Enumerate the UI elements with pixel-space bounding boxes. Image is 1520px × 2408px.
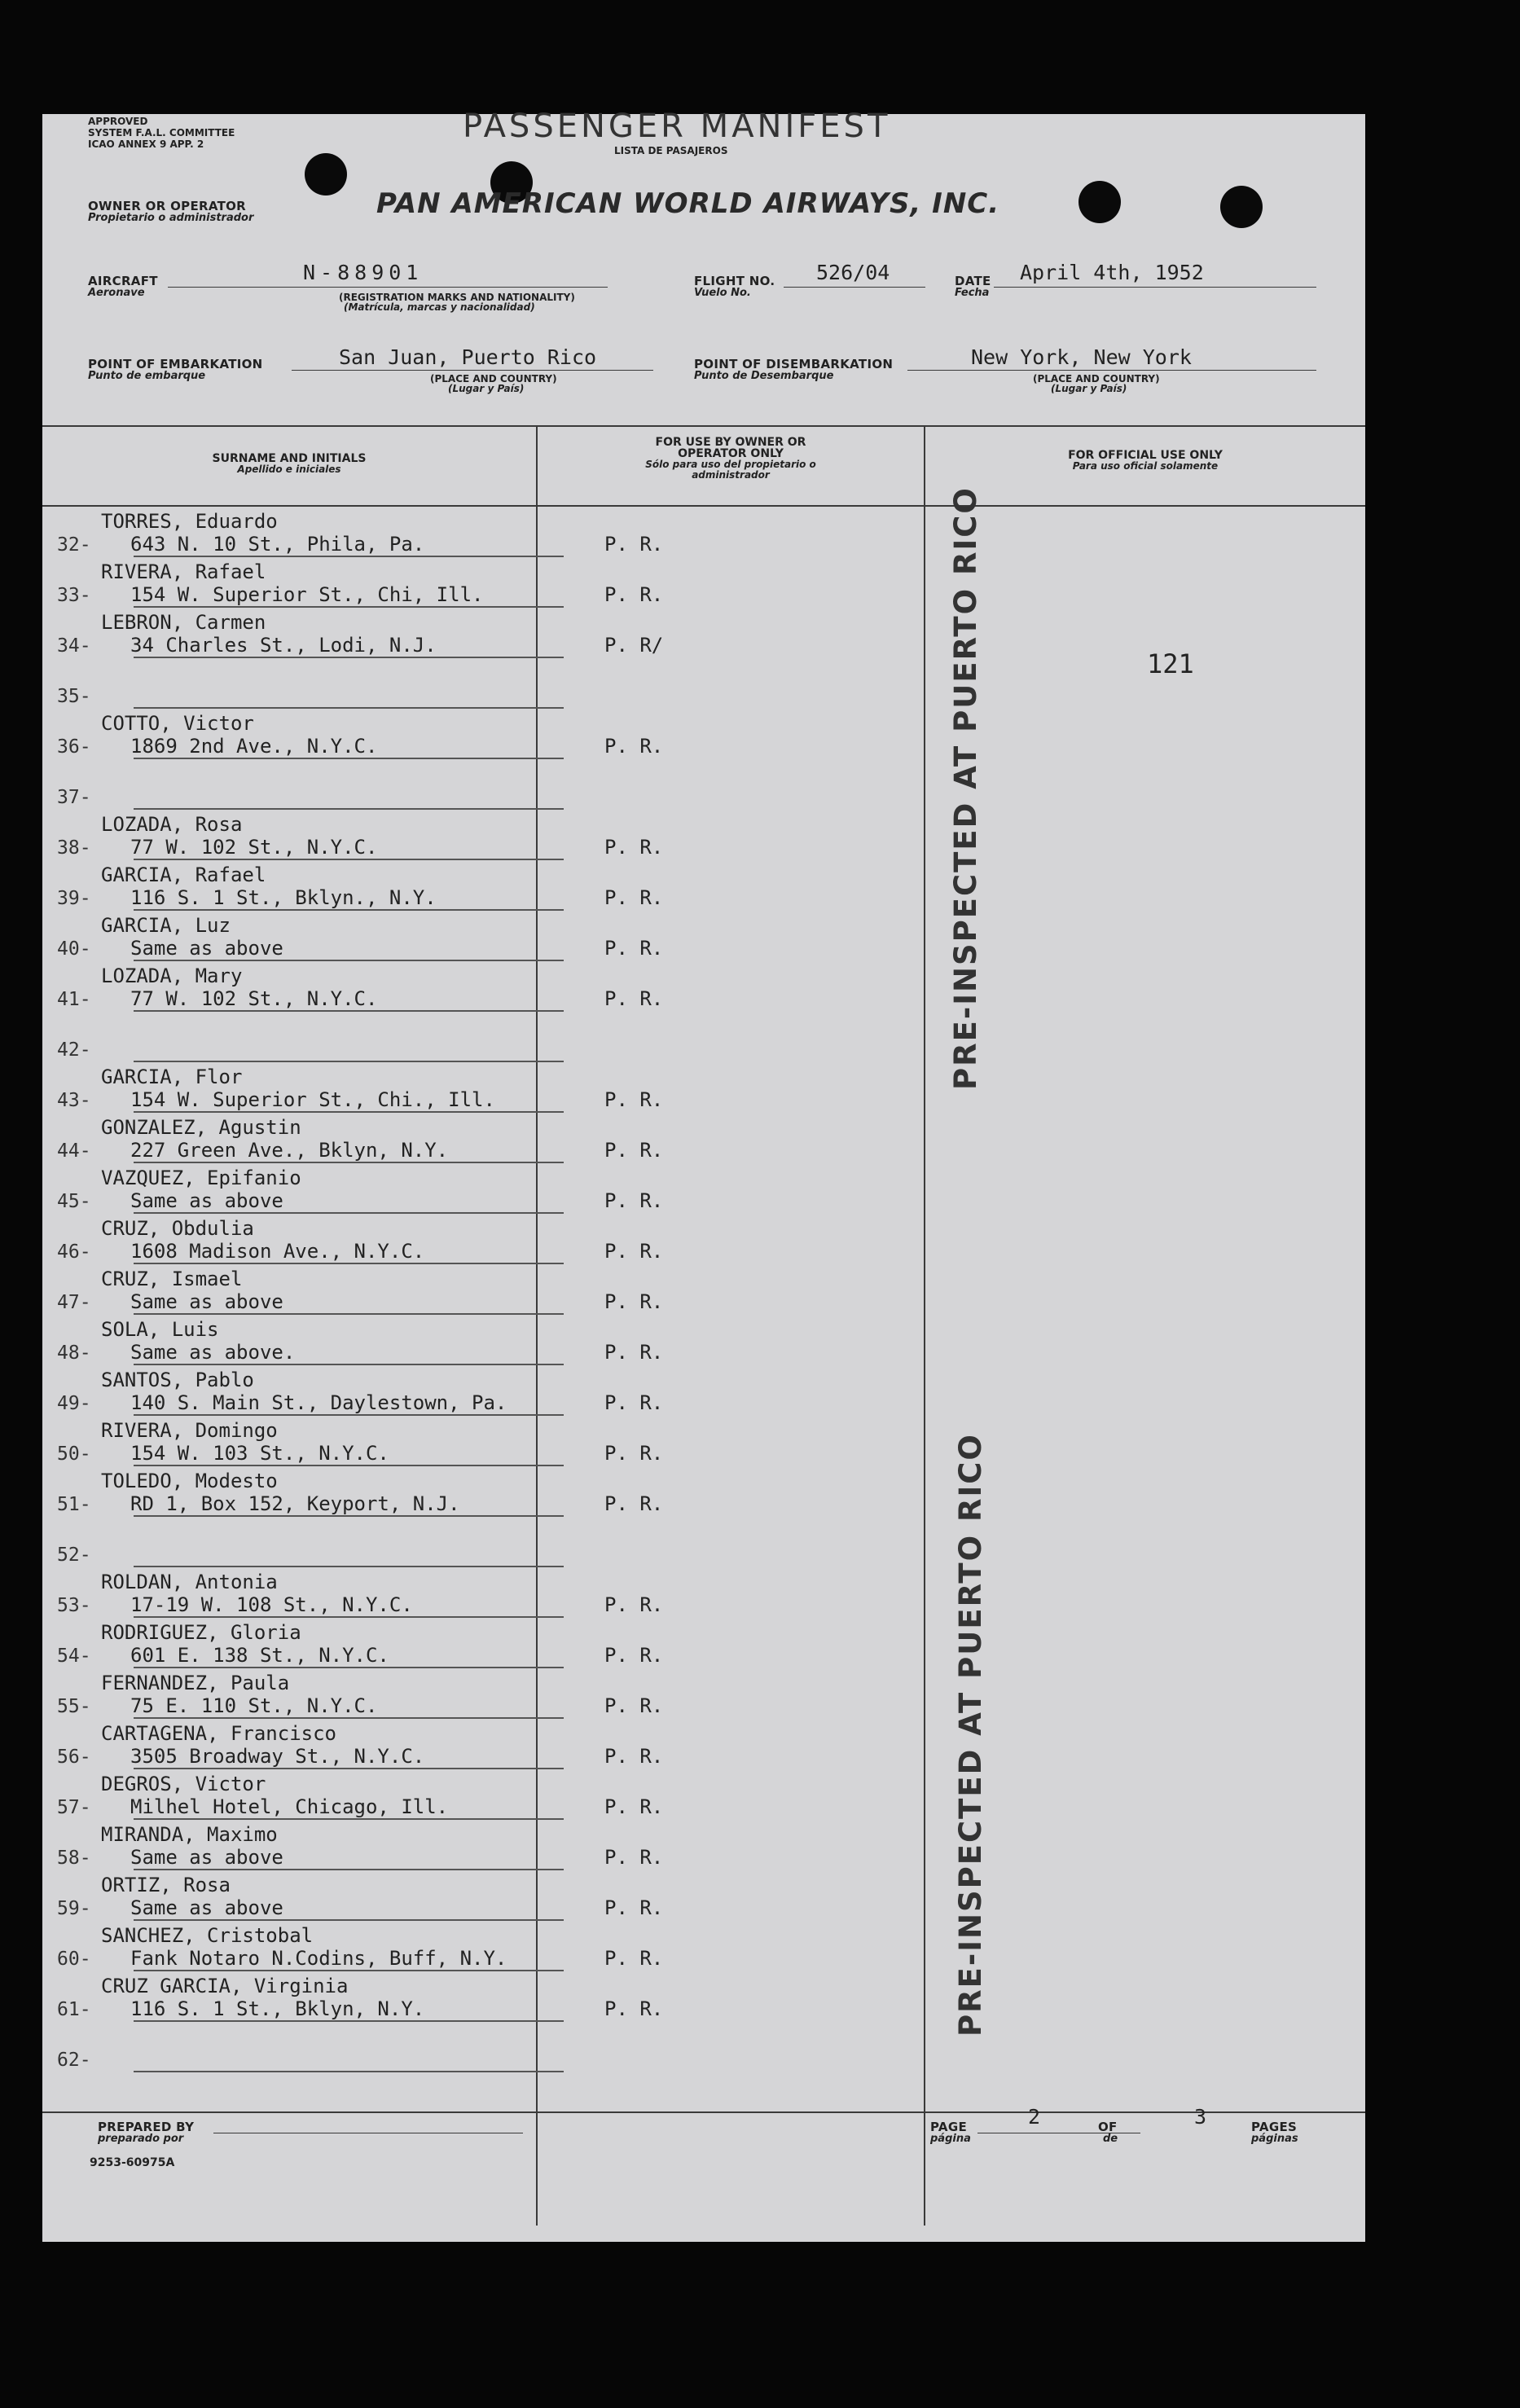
passenger-name: ORTIZ, Rosa xyxy=(101,1874,231,1896)
passenger-address: 77 W. 102 St., N.Y.C. xyxy=(130,987,378,1010)
page-label: PAGE xyxy=(930,2120,967,2134)
flight-label-es: Vuelo No. xyxy=(694,287,751,299)
column-header-surname xyxy=(42,453,536,475)
table-row xyxy=(42,1163,924,1214)
operator-mark: P. R. xyxy=(604,886,664,909)
operator-mark: P. R. xyxy=(604,1442,664,1465)
row-number: 44- xyxy=(57,1140,91,1162)
embark-label-es: Punto de embarque xyxy=(88,370,206,382)
operator-mark: P. R. xyxy=(604,1240,664,1263)
disembark-place-note-es: (Lugar y País) xyxy=(1051,383,1127,394)
passenger-address: 601 E. 138 St., N.Y.C. xyxy=(130,1644,389,1667)
row-number: 48- xyxy=(57,1342,91,1364)
passenger-name: GARCIA, Luz xyxy=(101,914,231,937)
approval-block xyxy=(88,116,235,150)
table-row xyxy=(42,1769,924,1820)
date-label: DATE xyxy=(955,274,991,288)
manifest-title: PASSENGER MANIFEST xyxy=(463,108,891,145)
table-row xyxy=(42,961,924,1012)
col3-label: FOR OFFICIAL USE ONLY xyxy=(1068,449,1223,462)
manifest-title-es: LISTA DE PASAJEROS xyxy=(614,145,728,156)
table-row xyxy=(42,1264,924,1315)
prepared-by-label-es: preparado por xyxy=(98,2133,184,2145)
table-bottom-rule xyxy=(42,2111,1365,2113)
aircraft-underline xyxy=(168,287,608,288)
page-label-es: página xyxy=(930,2133,971,2145)
row-number: 55- xyxy=(57,1696,91,1717)
passenger-address: 154 W. 103 St., N.Y.C. xyxy=(130,1442,389,1465)
table-row xyxy=(42,1466,924,1517)
passenger-address: 116 S. 1 St., Bklyn, N.Y. xyxy=(130,1997,425,2020)
table-row xyxy=(42,1113,924,1163)
passenger-address: Same as above. xyxy=(130,1341,296,1364)
passenger-address: 77 W. 102 St., N.Y.C. xyxy=(130,836,378,859)
passenger-name: COTTO, Victor xyxy=(101,712,254,735)
col2-label: FOR USE BY OWNER OR OPERATOR ONLY xyxy=(655,436,806,460)
date-label-es: Fecha xyxy=(955,287,990,299)
passenger-address: 1608 Madison Ave., N.Y.C. xyxy=(130,1240,425,1263)
passenger-name: TORRES, Eduardo xyxy=(101,510,278,533)
row-number: 38- xyxy=(57,837,91,859)
passenger-address: 643 N. 10 St., Phila, Pa. xyxy=(130,533,425,556)
operator-mark: P. R. xyxy=(604,735,664,758)
punch-hole-right-1 xyxy=(1078,181,1121,223)
aircraft-label: AIRCRAFT xyxy=(88,274,158,288)
row-number: 43- xyxy=(57,1090,91,1111)
preinspection-stamp-1: PRE-INSPECTED AT PUERTO RICO xyxy=(948,486,983,1090)
passenger-name: SANCHEZ, Cristobal xyxy=(101,1924,314,1947)
pages-label-es: páginas xyxy=(1251,2133,1298,2145)
operator-mark: P. R. xyxy=(604,1997,664,2020)
row-rule xyxy=(134,2071,564,2072)
column-header-operator xyxy=(538,437,924,481)
airline-name: PAN AMERICAN WORLD AIRWAYS, INC. xyxy=(376,187,1000,220)
passenger-name: CRUZ, Ismael xyxy=(101,1268,243,1290)
operator-mark: P. R. xyxy=(604,1189,664,1212)
passenger-address: 140 S. Main St., Daylestown, Pa. xyxy=(130,1391,507,1414)
operator-mark: P. R. xyxy=(604,533,664,556)
passenger-name: RODRIGUEZ, Gloria xyxy=(101,1621,301,1644)
row-number: 57- xyxy=(57,1797,91,1818)
row-number: 33- xyxy=(57,585,91,606)
passenger-name: LOZADA, Rosa xyxy=(101,813,243,836)
manifest-sheet xyxy=(42,108,1365,2242)
disembark-label-es: Punto de Desembarque xyxy=(694,370,834,382)
operator-mark: P. R. xyxy=(604,1947,664,1970)
table-row xyxy=(42,1820,924,1870)
operator-mark: P. R. xyxy=(604,987,664,1010)
passenger-name: SANTOS, Pablo xyxy=(101,1369,254,1391)
row-number: 41- xyxy=(57,989,91,1010)
operator-mark: P. R. xyxy=(604,1492,664,1515)
row-number: 54- xyxy=(57,1646,91,1667)
operator-mark: P. R. xyxy=(604,1644,664,1667)
table-row xyxy=(42,1870,924,1921)
passenger-address: 227 Green Ave., Bklyn, N.Y. xyxy=(130,1139,449,1162)
passenger-address: RD 1, Box 152, Keyport, N.J. xyxy=(130,1492,460,1515)
operator-mark: P. R. xyxy=(604,583,664,606)
operator-mark: P. R/ xyxy=(604,634,664,657)
registration-note: (REGISTRATION MARKS AND NATIONALITY) xyxy=(339,292,575,303)
approval-line-2: SYSTEM F.A.L. COMMITTEE xyxy=(88,127,235,138)
row-number: 53- xyxy=(57,1595,91,1616)
table-row xyxy=(42,1567,924,1618)
table-row xyxy=(42,1012,924,1062)
table-row xyxy=(42,1214,924,1264)
row-number: 39- xyxy=(57,888,91,909)
flight-underline xyxy=(784,287,925,288)
owner-label-es: Propietario o administrador xyxy=(88,212,254,224)
operator-mark: P. R. xyxy=(604,1341,664,1364)
aircraft-value: N-88901 xyxy=(303,261,424,284)
disembark-underline xyxy=(907,370,1316,371)
passenger-name: GARCIA, Flor xyxy=(101,1066,243,1088)
table-row xyxy=(42,810,924,860)
owner-label: OWNER OR OPERATOR xyxy=(88,199,247,213)
operator-mark: P. R. xyxy=(604,1795,664,1818)
passenger-name: GONZALEZ, Agustin xyxy=(101,1116,301,1139)
operator-mark: P. R. xyxy=(604,1139,664,1162)
table-row xyxy=(42,1315,924,1365)
passenger-name: RIVERA, Domingo xyxy=(101,1419,278,1442)
row-number: 62- xyxy=(57,2050,91,2071)
table-row xyxy=(42,1668,924,1719)
table-row xyxy=(42,1416,924,1466)
passenger-address: 75 E. 110 St., N.Y.C. xyxy=(130,1694,378,1717)
row-number: 52- xyxy=(57,1545,91,1566)
table-row xyxy=(42,759,924,810)
approval-line-3: ICAO ANNEX 9 APP. 2 xyxy=(88,138,204,150)
col1-label-es: Apellido e iniciales xyxy=(237,464,341,475)
passenger-name: VAZQUEZ, Epifanio xyxy=(101,1167,301,1189)
table-row xyxy=(42,507,924,557)
passenger-name: RIVERA, Rafael xyxy=(101,560,266,583)
table-row xyxy=(42,860,924,911)
row-number: 37- xyxy=(57,787,91,808)
passenger-name: SOLA, Luis xyxy=(101,1318,219,1341)
table-row xyxy=(42,2022,924,2072)
column-divider-2 xyxy=(924,425,925,2226)
column-header-official xyxy=(925,450,1365,472)
operator-mark: P. R. xyxy=(604,836,664,859)
operator-mark: P. R. xyxy=(604,1290,664,1313)
row-number: 45- xyxy=(57,1191,91,1212)
row-number: 60- xyxy=(57,1949,91,1970)
preinspection-stamp-2: PRE-INSPECTED AT PUERTO RICO xyxy=(953,1433,988,2037)
disembark-place-note: (PLACE AND COUNTRY) xyxy=(1033,373,1160,384)
passenger-address: 116 S. 1 St., Bklyn., N.Y. xyxy=(130,886,437,909)
operator-mark: P. R. xyxy=(604,1088,664,1111)
punch-hole-right-2 xyxy=(1220,186,1263,228)
operator-mark: P. R. xyxy=(604,1694,664,1717)
punch-hole-left-1 xyxy=(305,153,347,196)
passenger-address: 1869 2nd Ave., N.Y.C. xyxy=(130,735,378,758)
disembark-label: POINT OF DISEMBARKATION xyxy=(694,357,894,371)
row-number: 61- xyxy=(57,1999,91,2020)
passenger-address: Fank Notaro N.Codins, Buff, N.Y. xyxy=(130,1947,507,1970)
table-row xyxy=(42,911,924,961)
col3-label-es: Para uso oficial solamente xyxy=(1072,460,1219,472)
embark-value: San Juan, Puerto Rico xyxy=(339,345,597,369)
date-value: April 4th, 1952 xyxy=(1020,261,1204,284)
passenger-address: Milhel Hotel, Chicago, Ill. xyxy=(130,1795,449,1818)
table-row xyxy=(42,1971,924,2022)
embark-place-note-es: (Lugar y País) xyxy=(448,383,525,394)
row-number: 58- xyxy=(57,1848,91,1869)
of-label: OF xyxy=(1098,2120,1118,2134)
table-row xyxy=(42,709,924,759)
passenger-address: Same as above xyxy=(130,937,283,960)
passenger-name: TOLEDO, Modesto xyxy=(101,1470,278,1492)
row-number: 42- xyxy=(57,1039,91,1061)
row-number: 35- xyxy=(57,686,91,707)
passenger-address: 3505 Broadway St., N.Y.C. xyxy=(130,1745,425,1768)
operator-mark: P. R. xyxy=(604,1846,664,1869)
passenger-name: LEBRON, Carmen xyxy=(101,611,266,634)
table-row xyxy=(42,1062,924,1113)
operator-mark: P. R. xyxy=(604,1593,664,1616)
form-number: 9253-60975A xyxy=(90,2156,175,2169)
official-number: 121 xyxy=(1147,648,1194,679)
passenger-address: 154 W. Superior St., Chi, Ill. xyxy=(130,583,484,606)
passenger-name: CRUZ GARCIA, Virginia xyxy=(101,1975,349,1997)
embark-label: POINT OF EMBARKATION xyxy=(88,357,263,371)
passenger-address: 17-19 W. 108 St., N.Y.C. xyxy=(130,1593,413,1616)
passenger-address: 34 Charles St., Lodi, N.J. xyxy=(130,634,437,657)
operator-mark: P. R. xyxy=(604,937,664,960)
disembark-value: New York, New York xyxy=(971,345,1192,369)
embark-underline xyxy=(292,370,653,371)
passenger-name: GARCIA, Rafael xyxy=(101,863,266,886)
passenger-name: ROLDAN, Antonia xyxy=(101,1571,278,1593)
of-label-es: de xyxy=(1103,2133,1118,2145)
flight-value: 526/04 xyxy=(816,261,890,284)
passenger-name: FERNANDEZ, Paula xyxy=(101,1672,290,1694)
operator-mark: P. R. xyxy=(604,1896,664,1919)
passenger-address: Same as above xyxy=(130,1290,283,1313)
col2-label-es: Sólo para uso del propietario o administrador xyxy=(645,459,816,481)
passenger-name: DEGROS, Victor xyxy=(101,1773,266,1795)
row-number: 51- xyxy=(57,1494,91,1515)
table-row xyxy=(42,1618,924,1668)
passenger-address: Same as above xyxy=(130,1846,283,1869)
row-number: 56- xyxy=(57,1747,91,1768)
of-value: 3 xyxy=(1194,2105,1207,2129)
table-row xyxy=(42,1719,924,1769)
passenger-address: Same as above xyxy=(130,1896,283,1919)
registration-note-es: (Matrícula, marcas y nacionalidad) xyxy=(344,301,535,313)
passenger-name: MIRANDA, Maximo xyxy=(101,1823,278,1846)
table-row xyxy=(42,1517,924,1567)
operator-mark: P. R. xyxy=(604,1391,664,1414)
passenger-name: CRUZ, Obdulia xyxy=(101,1217,254,1240)
pages-label: PAGES xyxy=(1251,2120,1298,2134)
row-number: 40- xyxy=(57,938,91,960)
row-number: 46- xyxy=(57,1241,91,1263)
row-number: 32- xyxy=(57,534,91,556)
table-top-rule xyxy=(42,425,1365,427)
col1-label: SURNAME AND INITIALS xyxy=(212,452,367,465)
aircraft-label-es: Aeronave xyxy=(88,287,145,299)
passenger-address: Same as above xyxy=(130,1189,283,1212)
date-underline xyxy=(994,287,1316,288)
table-row xyxy=(42,608,924,658)
table-row xyxy=(42,1365,924,1416)
prepared-by-label: PREPARED BY xyxy=(98,2120,195,2134)
passenger-name: LOZADA, Mary xyxy=(101,965,243,987)
flight-label: FLIGHT NO. xyxy=(694,274,775,288)
embark-place-note: (PLACE AND COUNTRY) xyxy=(430,373,557,384)
approval-line-1: APPROVED xyxy=(88,116,148,127)
row-number: 47- xyxy=(57,1292,91,1313)
row-number: 50- xyxy=(57,1443,91,1465)
operator-mark: P. R. xyxy=(604,1745,664,1768)
table-row xyxy=(42,557,924,608)
row-number: 36- xyxy=(57,736,91,758)
passenger-address: 154 W. Superior St., Chi., Ill. xyxy=(130,1088,495,1111)
page-value: 2 xyxy=(1028,2105,1041,2129)
table-row xyxy=(42,1921,924,1971)
table-row xyxy=(42,658,924,709)
row-number: 34- xyxy=(57,635,91,657)
row-number: 59- xyxy=(57,1898,91,1919)
row-number: 49- xyxy=(57,1393,91,1414)
passenger-name: CARTAGENA, Francisco xyxy=(101,1722,336,1745)
